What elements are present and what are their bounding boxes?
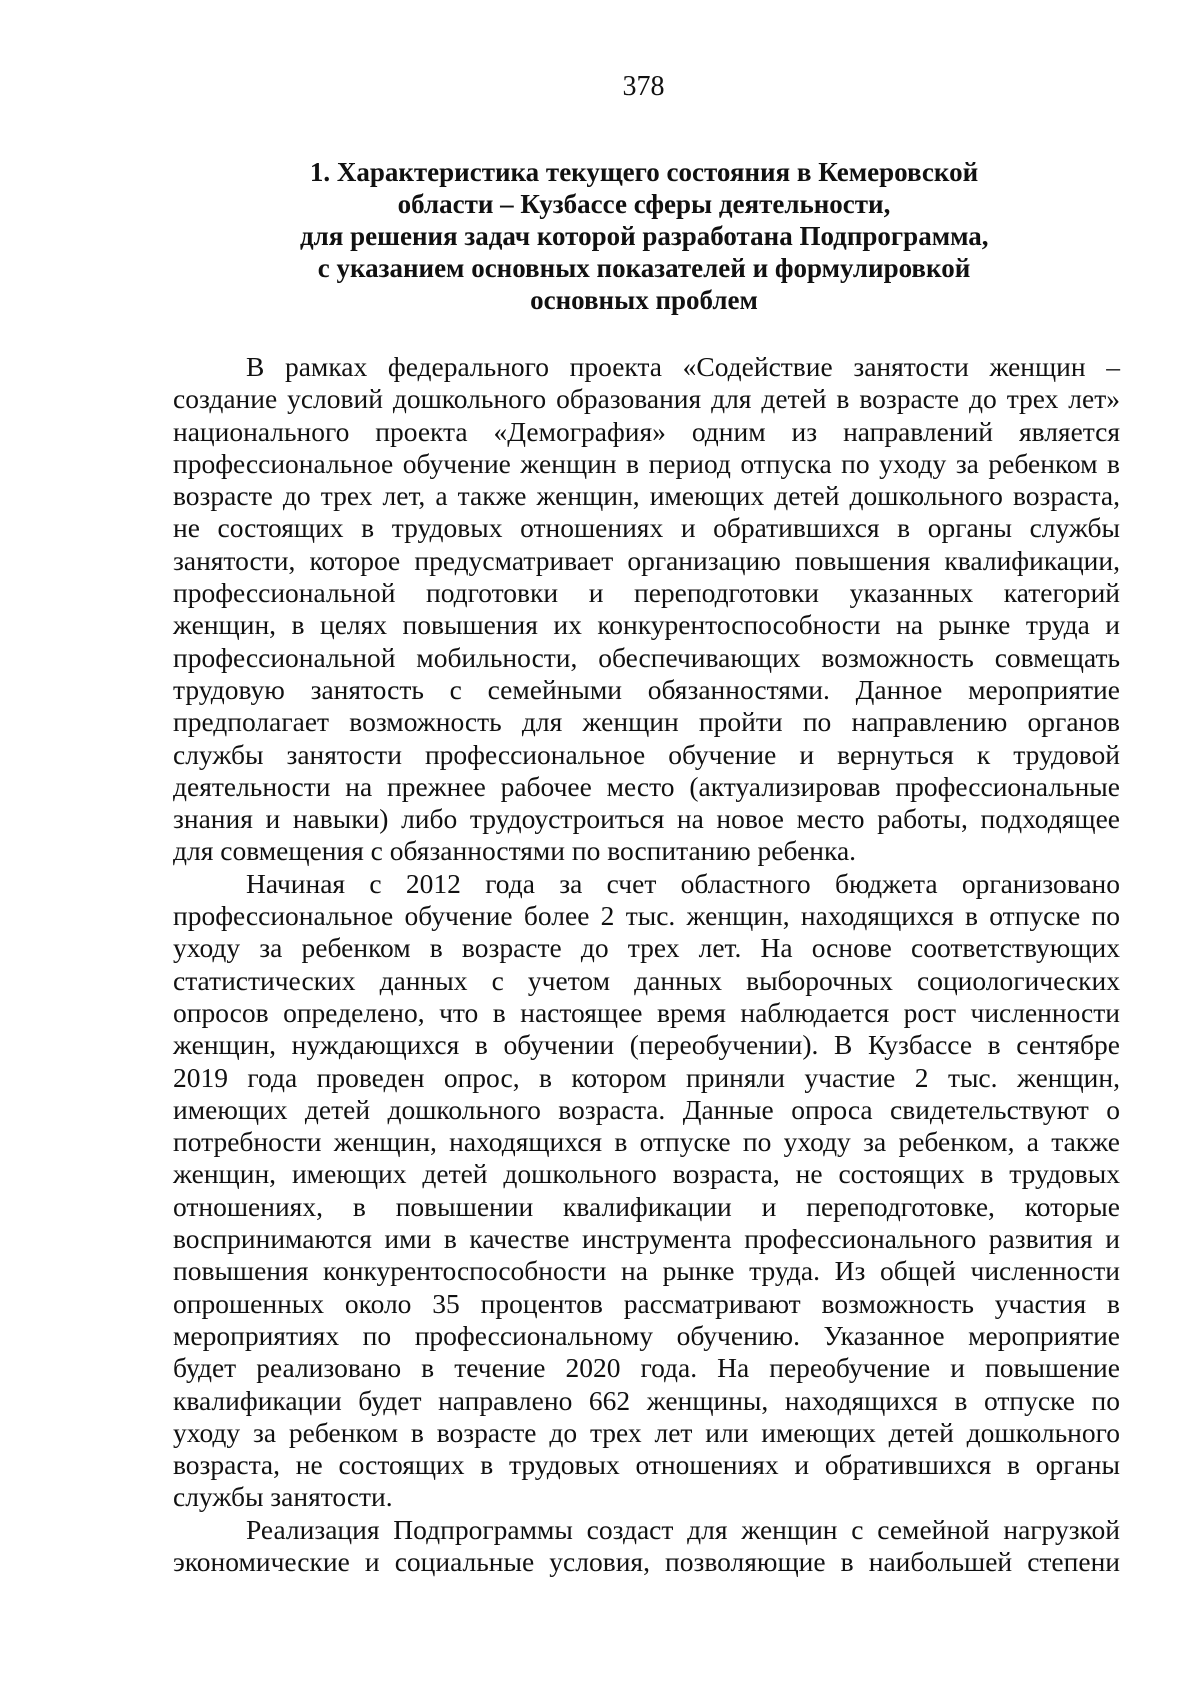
- text-line: В рамках федерального проекта «Содействие занятости женщин –: [246, 351, 1120, 382]
- text-line: мероприятиях по профессиональному обучению. Указанное мероприятие: [173, 1319, 1120, 1351]
- section-heading: [300, 156, 988, 316]
- text-line: опрошенных около 35 процентов рассматривают возможность участия в: [173, 1287, 1120, 1319]
- text-line: деятельности на прежнее рабочее место (актуализировав профессиональные: [173, 770, 1120, 802]
- text-line: воспринимаются ими в качестве инструмента профессионального развития и: [173, 1223, 1120, 1255]
- text-line: службы занятости.: [173, 1481, 393, 1513]
- text-line: создание условий дошкольного образования для детей в возрасте до трех лет»: [173, 383, 1120, 415]
- text-line: занятости, которое предусматривает организацию повышения квалификации,: [173, 544, 1120, 576]
- text-line: не состоящих в трудовых отношениях и обратившихся в органы службы: [173, 512, 1120, 544]
- text-line: квалификации будет направлено 662 женщины, находящихся в отпуске по: [173, 1384, 1120, 1416]
- heading-line: для решения задач которой разработана Подпрограмма,: [300, 221, 989, 251]
- body-text: [173, 351, 1120, 1578]
- text-line: женщин, нуждающихся в обучении (переобучении). В Кузбассе в сентябре: [173, 1029, 1120, 1061]
- text-line: профессиональной подготовки и переподготовки указанных категорий: [173, 577, 1120, 609]
- text-line: повышения конкурентоспособности на рынке труда. Из общей численности: [173, 1255, 1120, 1287]
- text-line: женщин, имеющих детей дошкольного возраста, не состоящих в трудовых: [173, 1158, 1120, 1190]
- text-line: имеющих детей дошкольного возраста. Данные опроса свидетельствуют о: [173, 1093, 1120, 1125]
- text-line: Реализация Подпрограммы создаст для женщин с семейной нагрузкой: [246, 1513, 1120, 1545]
- text-line: будет реализовано в течение 2020 года. На переобучение и повышение: [173, 1352, 1120, 1384]
- paragraph-2: [173, 868, 1120, 1514]
- text-line: уходу за ребенком в возрасте до трех лет или имеющих детей дошкольного: [173, 1416, 1120, 1448]
- heading-line: с указанием основных показателей и формулировкой: [317, 253, 971, 283]
- paragraph-3: [173, 1514, 1120, 1579]
- heading-line: области – Кузбассе сферы деятельности,: [397, 189, 891, 219]
- text-line: экономические и социальные условия, позволяющие в наибольшей степени: [173, 1545, 1120, 1577]
- heading-line: 1. Характеристика текущего состояния в Кемеровской: [309, 157, 979, 187]
- text-line: потребности женщин, находящихся в отпуске по уходу за ребенком, а также: [173, 1126, 1120, 1158]
- text-line: Начиная с 2012 года за счет областного бюджета организовано: [246, 867, 1120, 899]
- text-line: возраста, не состоящих в трудовых отношениях и обратившихся в органы: [173, 1449, 1120, 1481]
- text-line: национального проекта «Демография» одним из направлений является: [173, 415, 1120, 447]
- text-line: трудовую занятость с семейными обязанностями. Данное мероприятие: [173, 673, 1120, 705]
- text-line: профессиональной мобильности, обеспечивающих возможность совмещать: [173, 641, 1120, 673]
- text-line: отношениях, в повышении квалификации и переподготовке, которые: [173, 1190, 1120, 1222]
- text-line: опросов определено, что в настоящее время наблюдается рост численности: [173, 996, 1120, 1028]
- text-line: предполагает возможность для женщин пройти по направлению органов: [173, 706, 1120, 738]
- text-line: статистических данных с учетом данных выборочных социологических: [173, 964, 1120, 996]
- text-line: возрасте до трех лет, а также женщин, имеющих детей дошкольного возраста,: [173, 480, 1120, 512]
- text-line: уходу за ребенком в возрасте до трех лет. На основе соответствующих: [173, 932, 1120, 964]
- text-line: профессиональное обучение более 2 тыс. женщин, находящихся в отпуске по: [173, 900, 1120, 932]
- text-line: женщин, в целях повышения их конкурентоспособности на рынке труда и: [173, 609, 1120, 641]
- text-line: знания и навыки) либо трудоустроиться на новое место работы, подходящее: [173, 803, 1120, 835]
- text-line: службы занятости профессиональное обучение и вернуться к трудовой: [173, 738, 1120, 770]
- paragraph-1: [173, 351, 1120, 868]
- text-line: 2019 года проведен опрос, в котором приняли участие 2 тыс. женщин,: [173, 1061, 1120, 1093]
- page-number: 378: [622, 71, 665, 102]
- text-line: для совмещения с обязанностями по воспитанию ребенка.: [173, 835, 857, 867]
- heading-line: основных проблем: [530, 285, 758, 315]
- text-line: профессиональное обучение женщин в период отпуска по уходу за ребенком в: [173, 447, 1120, 479]
